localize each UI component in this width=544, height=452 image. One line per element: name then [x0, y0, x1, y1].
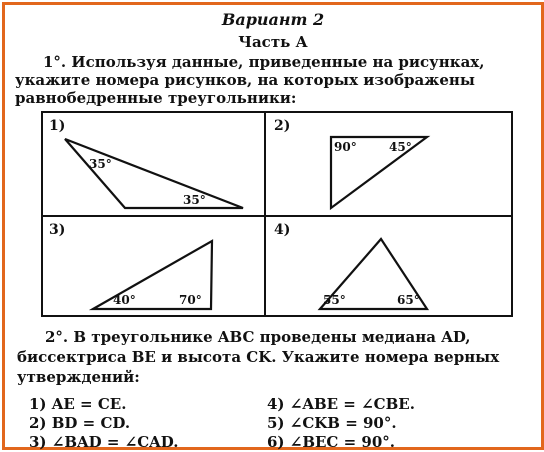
statement-4: 4) ∠ABE = ∠CBE. [267, 395, 415, 413]
task1-line2: укажите номера рисунков, на которых изображены [15, 71, 475, 89]
task2-text [17, 327, 535, 387]
task2-number: 2°. [45, 328, 69, 346]
task2-line3: утверждений: [17, 368, 140, 386]
figure-1-label: 1) [49, 118, 66, 134]
task1-line1: 1°. Используя данные, приведенные на рисунках, [43, 53, 485, 71]
statement-5: 5) ∠CKB = 90°. [267, 414, 397, 432]
figure-2-label: 2) [274, 118, 291, 134]
task1-number: 1°. [43, 53, 67, 71]
figure-2-angle-a: 90° [334, 140, 357, 154]
task2-line2: биссектриса BE и высота CK. Укажите номера верных [17, 348, 500, 366]
figure-4-label: 4) [274, 222, 291, 238]
worksheet-frame [2, 2, 544, 450]
figures-grid [41, 111, 513, 317]
task1-text [15, 53, 535, 107]
statement-1: 1) AE = CE. [29, 395, 127, 413]
figure-4 [274, 222, 427, 309]
grid-border [42, 112, 512, 316]
figure-3-angle-a: 40° [113, 293, 136, 307]
figure-1 [49, 118, 243, 208]
task2-line1: 2°. В треугольнике ABC проведены медиана AD, [45, 328, 471, 346]
figure-2-angle-b: 45° [389, 140, 412, 154]
figure-1-angle-b: 35° [183, 193, 206, 207]
figure-2 [274, 118, 427, 208]
task1-line3: равнобедренные треугольники: [15, 89, 297, 107]
statement-2: 2) BD = CD. [29, 414, 131, 432]
figure-3-label: 3) [49, 222, 66, 238]
figure-1-triangle [65, 139, 243, 208]
statement-6: 6) ∠BEC = 90°. [267, 433, 395, 451]
figure-4-angle-b: 65° [397, 293, 420, 307]
figure-3-angle-b: 70° [179, 293, 202, 307]
part-title: Часть А [238, 33, 308, 51]
variant-title: Вариант 2 [221, 10, 325, 29]
figure-4-angle-a: 55° [323, 293, 346, 307]
figure-1-angle-a: 35° [89, 157, 112, 171]
figure-3 [49, 222, 212, 309]
statement-3: 3) ∠BAD = ∠CAD. [29, 433, 179, 451]
